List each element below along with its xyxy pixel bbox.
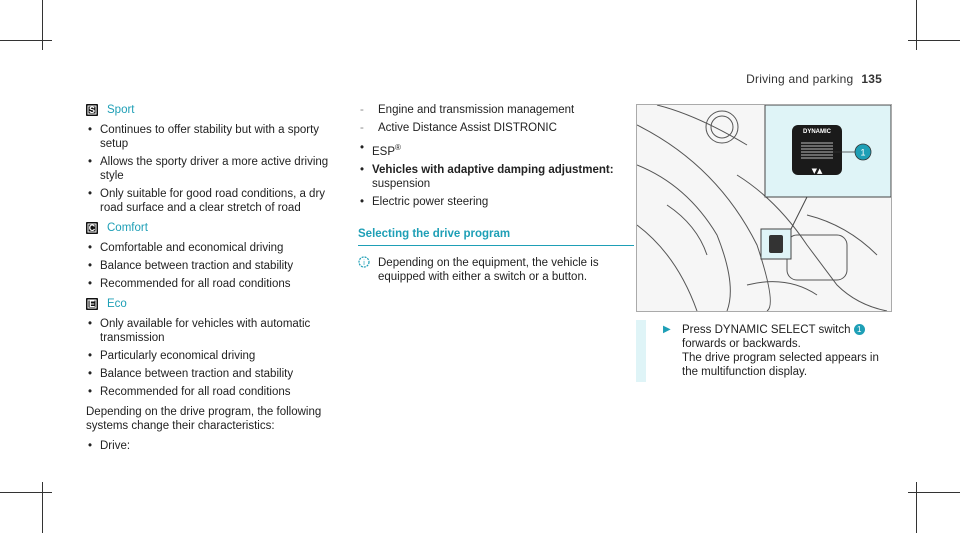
section-title: Driving and parking xyxy=(746,72,854,86)
step-arrow-icon: ▶ xyxy=(663,324,671,335)
list-item: • Comfortable and economical driving xyxy=(86,241,346,255)
callout-number: 1 xyxy=(854,324,865,335)
list-item xyxy=(358,141,620,159)
left-column xyxy=(86,103,346,459)
eco-icon: E xyxy=(86,298,98,310)
page-header xyxy=(746,72,882,86)
crop-mark xyxy=(908,492,960,493)
svg-text:i: i xyxy=(363,259,365,267)
list-item: • Allows the sporty driver a more active driving style xyxy=(86,155,346,183)
eco-list xyxy=(86,317,346,399)
callout-number: 1 xyxy=(860,147,866,158)
step-text xyxy=(682,323,890,379)
list-item: • Drive: xyxy=(86,439,346,453)
comfort-list xyxy=(86,241,346,291)
sport-list xyxy=(86,123,346,215)
drive-sublist xyxy=(358,103,620,135)
step-text-b: forwards or backwards. xyxy=(682,338,801,350)
esp-text: ESP xyxy=(372,145,396,158)
registered-mark: ® xyxy=(395,143,401,152)
mode-label: Eco xyxy=(107,298,127,310)
switch-label: DYNAMIC xyxy=(803,129,831,135)
body-paragraph: Depending on the drive program, the following systems change their characteristics: xyxy=(86,406,322,432)
list-item xyxy=(358,163,620,191)
list-item: • Only available for vehicles with automatic transmission xyxy=(86,317,346,345)
comfort-icon: C xyxy=(86,222,98,234)
adaptive-damping-label: Vehicles with adaptive damping adjustment: xyxy=(372,163,614,176)
note-text: Depending on the equipment, the vehicle is equipped with either a switch or a button. xyxy=(378,256,599,283)
list-item: - Active Distance Assist DISTRONIC xyxy=(358,121,620,135)
list-item: • Continues to offer stability but with a sporty setup xyxy=(86,123,346,151)
crop-mark xyxy=(0,40,52,41)
crop-mark xyxy=(908,40,960,41)
mode-label: Comfort xyxy=(107,222,148,234)
step-text-c: The drive program selected appears in the multifunction display. xyxy=(682,352,879,378)
dynamic-select-illustration xyxy=(636,104,892,312)
info-icon xyxy=(358,256,370,284)
direction-arrows: ▼▲ xyxy=(811,167,823,175)
crop-mark xyxy=(0,492,52,493)
list-item: • Recommended for all road conditions xyxy=(86,277,346,291)
mode-eco xyxy=(86,297,346,311)
page-number: 135 xyxy=(861,72,882,86)
step-bar xyxy=(636,320,646,382)
crop-mark xyxy=(42,0,43,50)
note xyxy=(358,256,620,284)
sport-icon: S xyxy=(86,104,98,116)
list-item: - Engine and transmission management xyxy=(358,103,620,117)
list-item: • Electric power steering xyxy=(358,195,620,209)
crop-mark xyxy=(42,482,43,533)
list-item: • Balance between traction and stability xyxy=(86,259,346,273)
middle-column xyxy=(358,103,620,284)
adaptive-damping-value: suspension xyxy=(372,177,431,190)
crop-mark xyxy=(916,482,917,533)
mode-comfort xyxy=(86,221,346,235)
list-item: • Particularly economical driving xyxy=(86,349,346,363)
list-item: • Recommended for all road conditions xyxy=(86,385,346,399)
mode-sport xyxy=(86,103,346,117)
systems-list xyxy=(358,141,620,209)
section-heading: Selecting the drive program xyxy=(358,227,634,246)
drive-list xyxy=(86,439,346,453)
crop-mark xyxy=(916,0,917,50)
list-item: • Balance between traction and stability xyxy=(86,367,346,381)
step-text-a: Press DYNAMIC SELECT switch xyxy=(682,324,854,336)
list-item: • Only suitable for good road conditions, a dry road surface and a clear stretch of road xyxy=(86,187,346,215)
instruction-step xyxy=(636,320,890,382)
mode-label: Sport xyxy=(107,104,135,116)
